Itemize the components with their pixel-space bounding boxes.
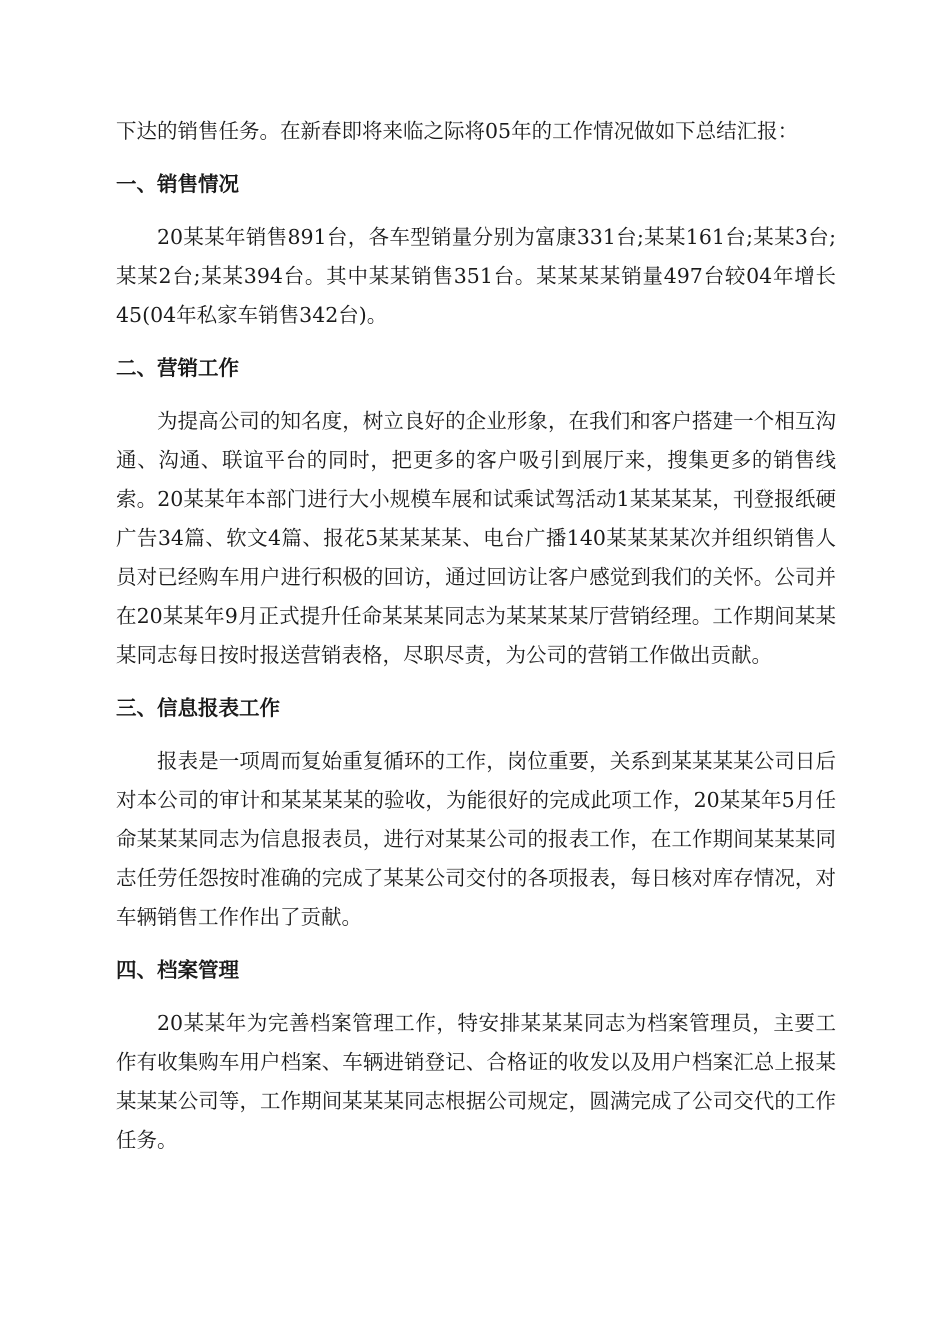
section-heading-sales: 一、销售情况: [116, 172, 239, 196]
section-heading-archives: 四、档案管理: [116, 958, 239, 982]
intro-paragraph: 下达的销售任务。在新春即将来临之际将05年的工作情况做如下总结汇报：: [116, 119, 799, 143]
section-body-reports: 报表是一项周而复始重复循环的工作，岗位重要，关系到某某某某公司日后对本公司的审计和某某某某的验收，为能很好的完成此项工作，20某某年5月任命某某某同志为信息报表员，进行对某某公司的报表工作，在工作期间某某某同志任劳任怨按时准确的完成了某某公司交付的各项报表，每日核对库存情况，对车辆销售工作作出了贡献。: [116, 749, 836, 929]
section-body-sales: 20某某年销售891台，各车型销量分别为富康331台;某某161台;某某3台;某某2台;某某394台。其中某某销售351台。某某某某销量497台较04年增长45(04年私家车销售342台)。: [116, 225, 836, 327]
section-heading-marketing: 二、营销工作: [116, 356, 239, 380]
section-body-archives: 20某某年为完善档案管理工作，特安排某某某同志为档案管理员，主要工作有收集购车用户档案、车辆进销登记、合格证的收发以及用户档案汇总上报某某某某公司等，工作期间某某某同志根据公司规定，圆满完成了公司交代的工作任务。: [116, 1011, 836, 1152]
section-heading-reports: 三、信息报表工作: [116, 696, 280, 720]
section-body-marketing: 为提高公司的知名度，树立良好的企业形象，在我们和客户搭建一个相互沟通、沟通、联谊平台的同时，把更多的客户吸引到展厅来，搜集更多的销售线索。20某某年本部门进行大小规模车展和试乘试驾活动1某某某某，刊登报纸硬广告34篇、软文4篇、报花5某某某某、电台广播140某某某某次并组织销售人员对已经购车用户进行积极的回访，通过回访让客户感觉到我们的关怀。公司并在20某某年9月正式提升任命某某某同志为某某某某厅营销经理。工作期间某某某同志每日按时报送营销表格，尽职尽责，为公司的营销工作做出贡献。: [116, 409, 836, 667]
document-page: [116, 112, 836, 1174]
